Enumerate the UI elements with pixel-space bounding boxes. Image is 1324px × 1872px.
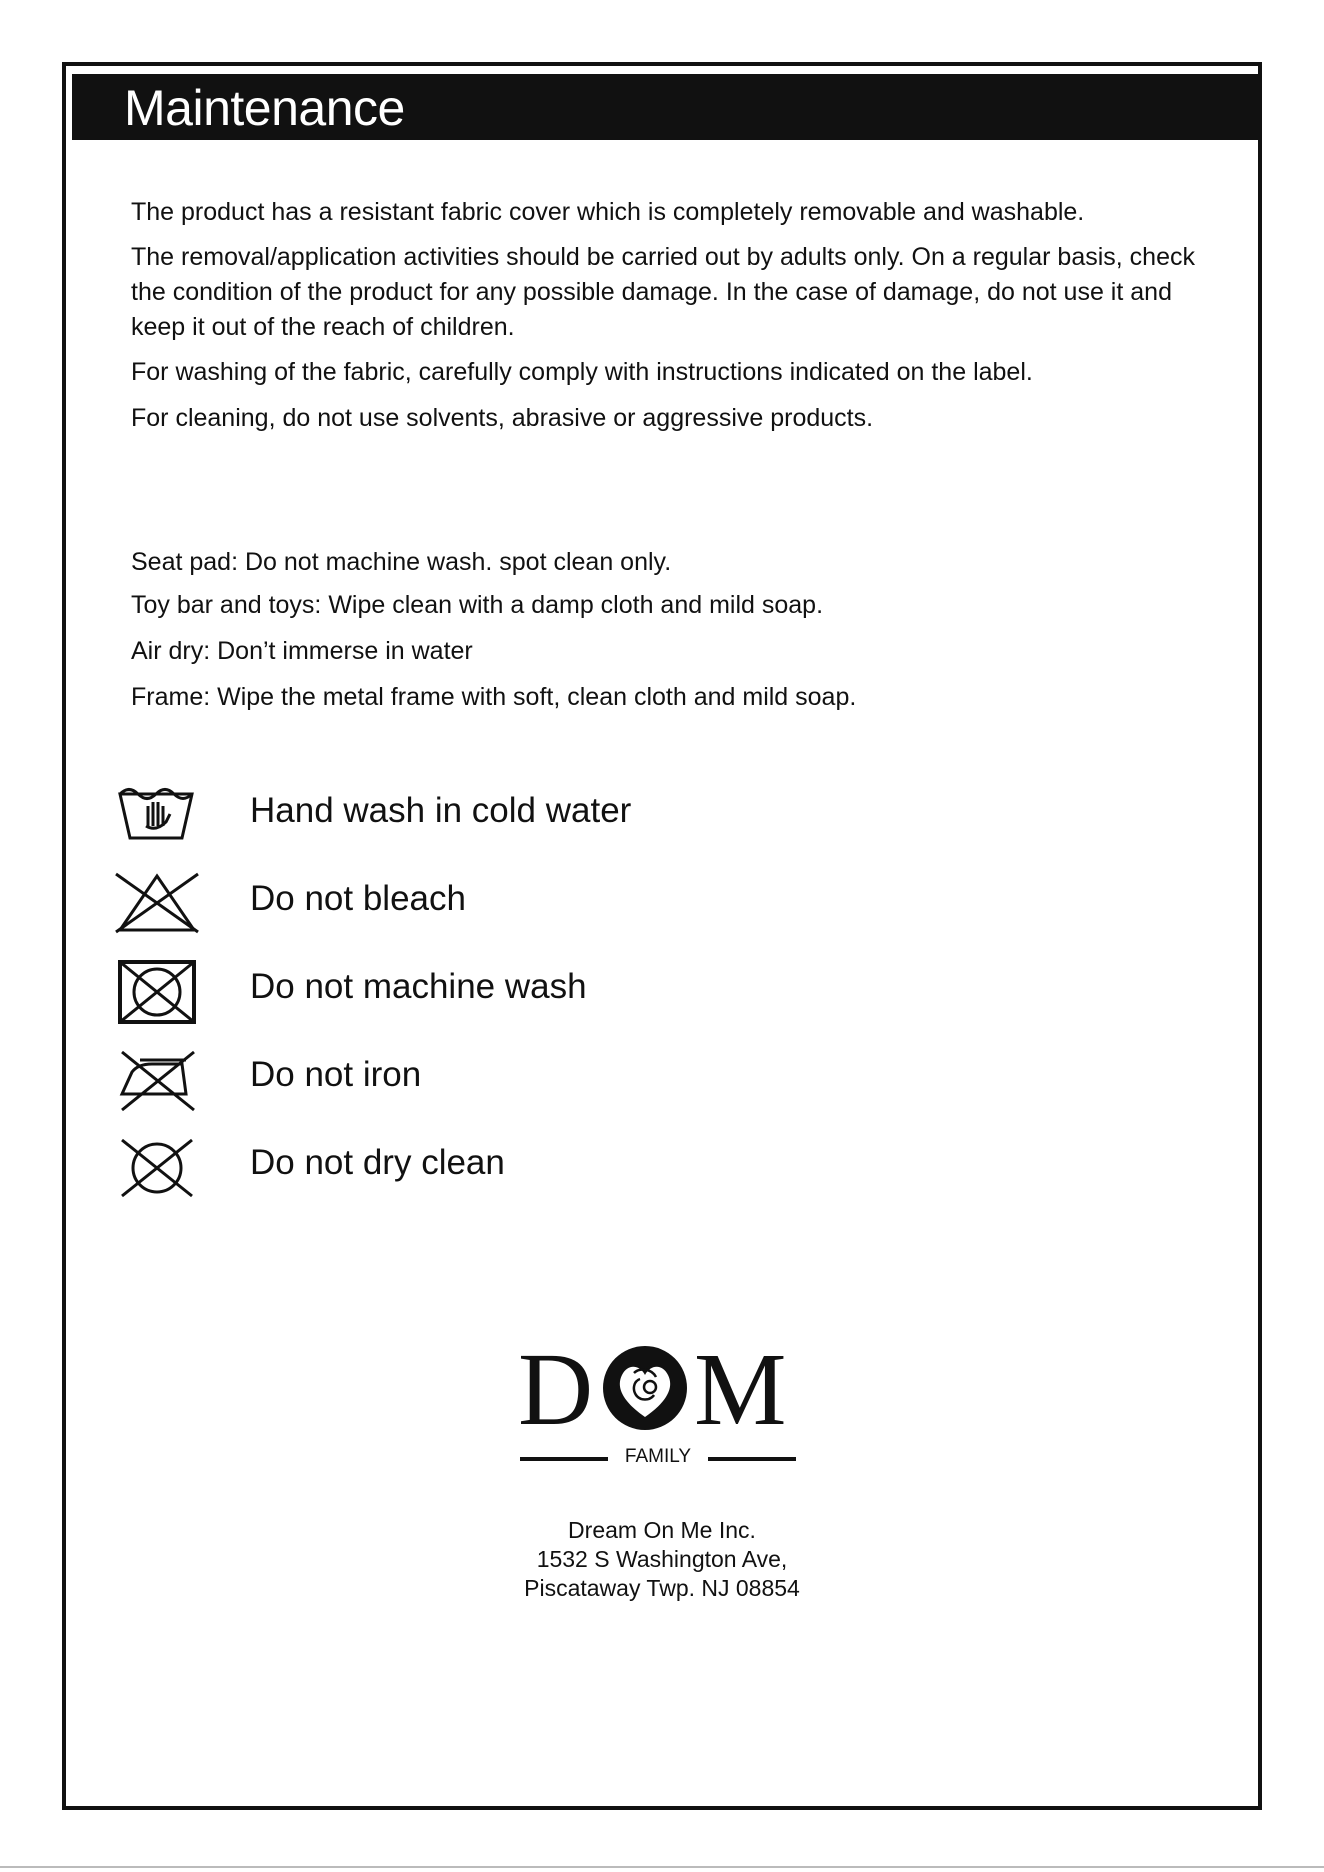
address-line-1: Dream On Me Inc. <box>568 1517 756 1543</box>
care-label-do-not-iron: Do not iron <box>250 1055 422 1094</box>
do-not-dry-clean-icon <box>112 1134 202 1202</box>
intro-paragraph-1: The product has a resistant fabric cover which is completely removable and washable. <box>131 198 1085 226</box>
company-address <box>462 1516 862 1603</box>
address-line-2: 1532 S Washington Ave, <box>536 1546 788 1572</box>
logo-subtitle: FAMILY <box>624 1446 692 1467</box>
title-bar <box>72 74 1262 140</box>
do-not-bleach-icon <box>112 870 202 936</box>
intro-paragraph-4: For cleaning, do not use solvents, abrasive or aggressive products. <box>131 404 874 432</box>
care-label-hand-wash: Hand wash in cold water <box>250 791 632 830</box>
care-label-do-not-bleach: Do not bleach <box>250 879 466 918</box>
parts-line-1: Seat pad: Do not machine wash. spot clean only. <box>131 548 672 576</box>
intro-paragraph-3: For washing of the fabric, carefully comply with instructions indicated on the label. <box>131 358 1033 386</box>
parts-line-4: Frame: Wipe the metal frame with soft, clean cloth and mild soap. <box>131 683 857 711</box>
parts-line-2: Toy bar and toys: Wipe clean with a damp cloth and mild soap. <box>131 591 824 619</box>
logo-subline <box>518 1445 798 1469</box>
do-not-iron-icon <box>112 1046 202 1114</box>
page-title: Maintenance <box>124 80 405 136</box>
care-label-do-not-dry-clean: Do not dry clean <box>250 1143 505 1182</box>
address-line-3: Piscataway Twp. NJ 08854 <box>524 1575 800 1601</box>
dom-family-logo <box>518 1332 798 1475</box>
parts-line-3: Air dry: Don’t immerse in water <box>131 637 473 665</box>
logo-letter-m: M <box>694 1332 787 1447</box>
intro-paragraph-2: The removal/application activities should be carried out by adults only. On a regular basis, check the condition of the product for any possible damage. In the case of damage, do not use it and keep it out of the reach of children. <box>131 243 1195 341</box>
logo-letter-d: D <box>518 1332 594 1447</box>
mother-child-heart-icon <box>600 1343 690 1433</box>
do-not-machine-wash-icon <box>112 958 202 1026</box>
care-label-do-not-machine-wash: Do not machine wash <box>250 967 587 1006</box>
logo-rule-right <box>708 1457 796 1461</box>
hand-wash-icon <box>112 782 202 844</box>
bottom-rule <box>0 1866 1324 1868</box>
logo-rule-left <box>520 1457 608 1461</box>
